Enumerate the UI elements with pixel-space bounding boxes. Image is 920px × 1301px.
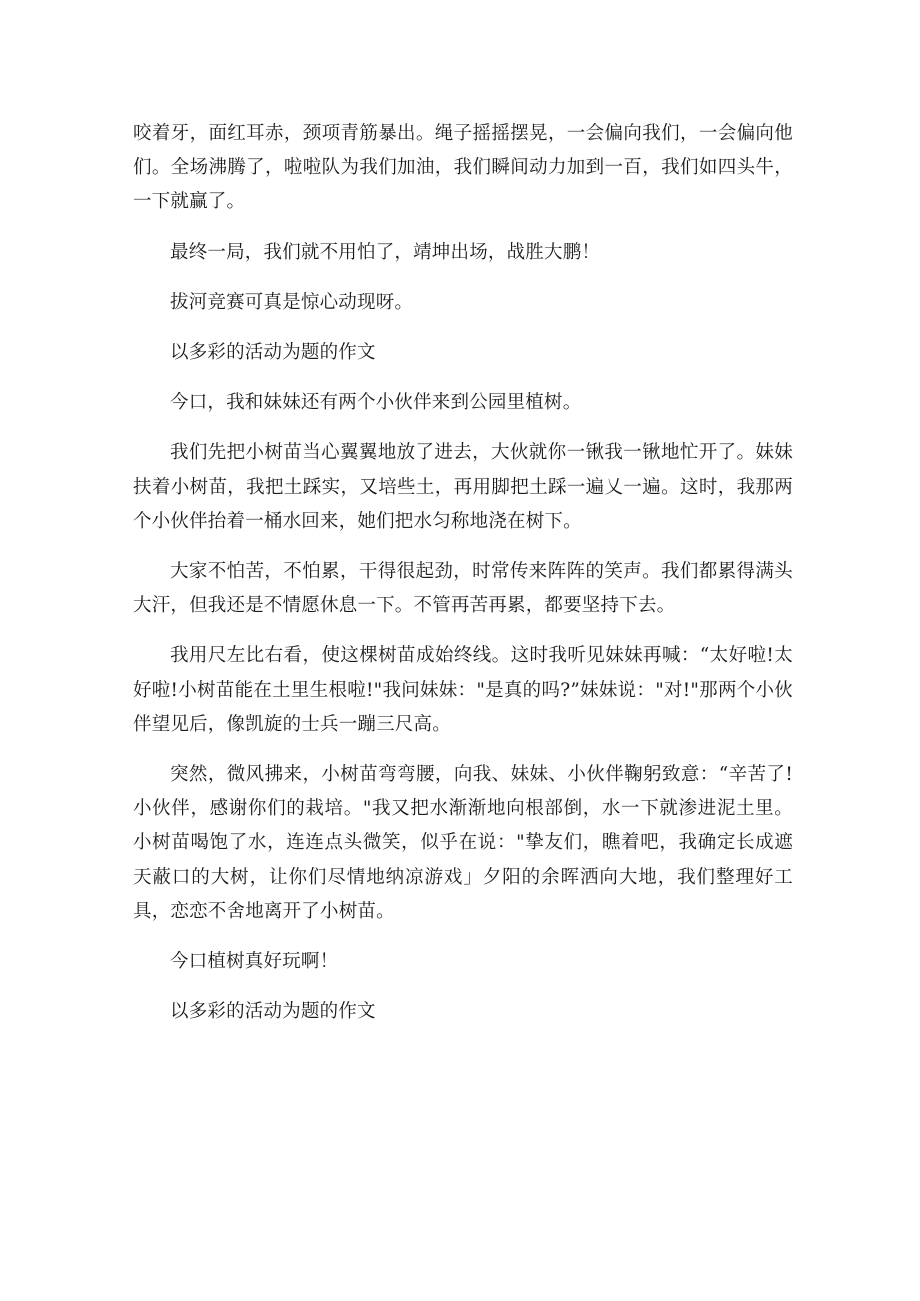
document-body — [133, 117, 793, 1029]
paragraph: 拔河竞赛可真是惊心动现呀。 — [170, 291, 414, 313]
paragraph: 我用尺左比右看，使这棵树苗成始终线。这时我听见妹妹再喊：“太好啦!太好啦!小树苗能在土里生根啦!"我问妹妹："是真的吗?”妹妹说："对!"那两个小伙伴望见后，像凯旋的士兵一蹦三尺高。 — [133, 645, 793, 735]
paragraph-continuation: 咬着牙，面红耳赤，颈项青筋暴出。绳子摇摇摆晃，一会偏向我们，一会偏向他们。全场沸腾了，啦啦队为我们加油，我们瞬间动力加到一百，我们如四头牛，一下就赢了。 — [133, 123, 793, 213]
paragraph: 我们先把小树苗当心翼翼地放了进去，大伙就你一锹我一锹地忙开了。妹妹扶着小树苗，我把土踩实，又培些土，再用脚把土踩一遍乂一遍。这时，我那两个小伙伴抬着一桶水回来，她们把水匀称地浇在树下。 — [133, 442, 793, 532]
paragraph: 今口植树真好玩啊！ — [170, 951, 339, 973]
paragraph: 今口，我和妹妹还有两个小伙伴来到公园里植树。 — [170, 392, 582, 414]
paragraph: 最终一局，我们就不用怕了，靖坤出场，战胜大鹏！ — [170, 241, 601, 263]
essay-heading: 以多彩的活动为题的作文 — [170, 1001, 376, 1023]
essay-heading: 以多彩的活动为题的作文 — [170, 342, 376, 364]
paragraph: 大家不怕苦，不怕累，干得很起劲，时常传来阵阵的笑声。我们都累得满头大汗，但我还是不情愿休息一下。不管再苦再累，都要坚持下去。 — [133, 561, 793, 617]
paragraph: 突然，微风拂来，小树苗弯弯腰，向我、妹妹、小伙伴鞠躬致意：“辛苦了!小伙伴，感谢你们的栽培。"我又把水渐渐地向根部倒，水一下就渗进泥土里。小树苗喝饱了水，连连点头微笑，似乎在说："挚友们，瞧着吧，我确定长成遮天蔽口的大树，让你们尽情地纳凉游戏」夕阳的余晖洒向大地，我们整理好工具，恋恋不舍地离开了小树苗。 — [133, 764, 793, 922]
